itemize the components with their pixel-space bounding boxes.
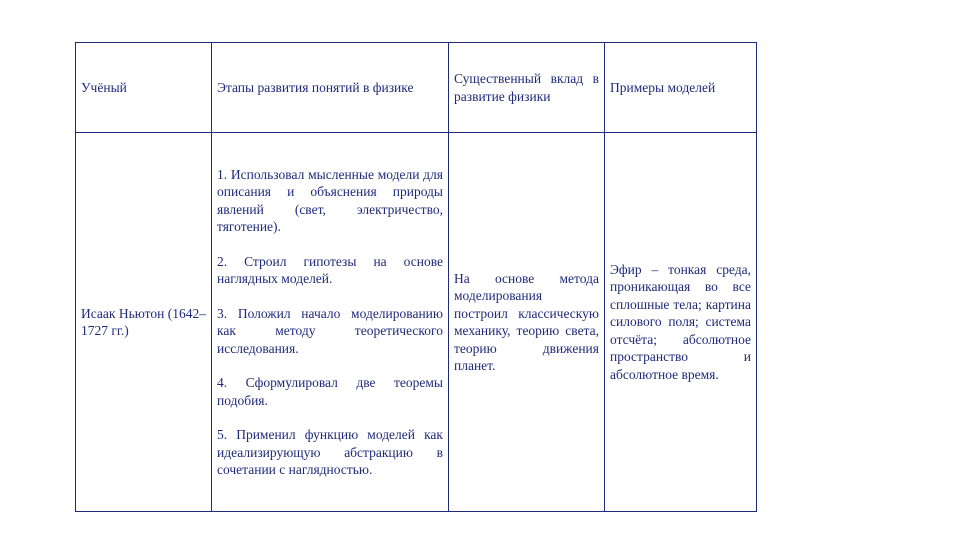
table-header-row: [76, 43, 757, 133]
stage-item-4: 4. Сформулировал две теоремы подобия.: [217, 375, 443, 408]
stage-item-3: 3. Положил начало моделированию как методу теоретического исследования.: [217, 305, 443, 356]
cell-contribution: На основе метода моделирования построил классическую механику, теорию света, теорию движения планет.: [449, 133, 605, 512]
newton-table: [75, 42, 757, 512]
header-contribution: Существенный вклад в развитие физики: [449, 43, 605, 133]
table-row: [76, 133, 757, 512]
header-models: Примеры моделей: [605, 43, 757, 133]
stage-item-5: 5. Применил функцию моделей как идеализирующую абстракцию в сочетании с наглядностью.: [217, 427, 443, 477]
cell-models: Эфир – тонкая среда, проникающая во все сплошные тела; картина силового поля; система отсчёта; абсолютное пространство и абсолютное время.: [605, 133, 757, 512]
header-scientist: Учёный: [76, 43, 212, 133]
cell-stages: [212, 133, 449, 512]
stage-item-2: 2. Строил гипотезы на основе наглядных моделей.: [217, 253, 443, 286]
stage-item-1: 1. Использовал мысленные модели для описания и объяснения природы явлений (свет, электричество, тяготение).: [217, 166, 443, 234]
header-stages: Этапы развития понятий в физике: [212, 43, 449, 133]
cell-scientist: Исаак Ньютон (1642–1727 гг.): [76, 133, 212, 512]
